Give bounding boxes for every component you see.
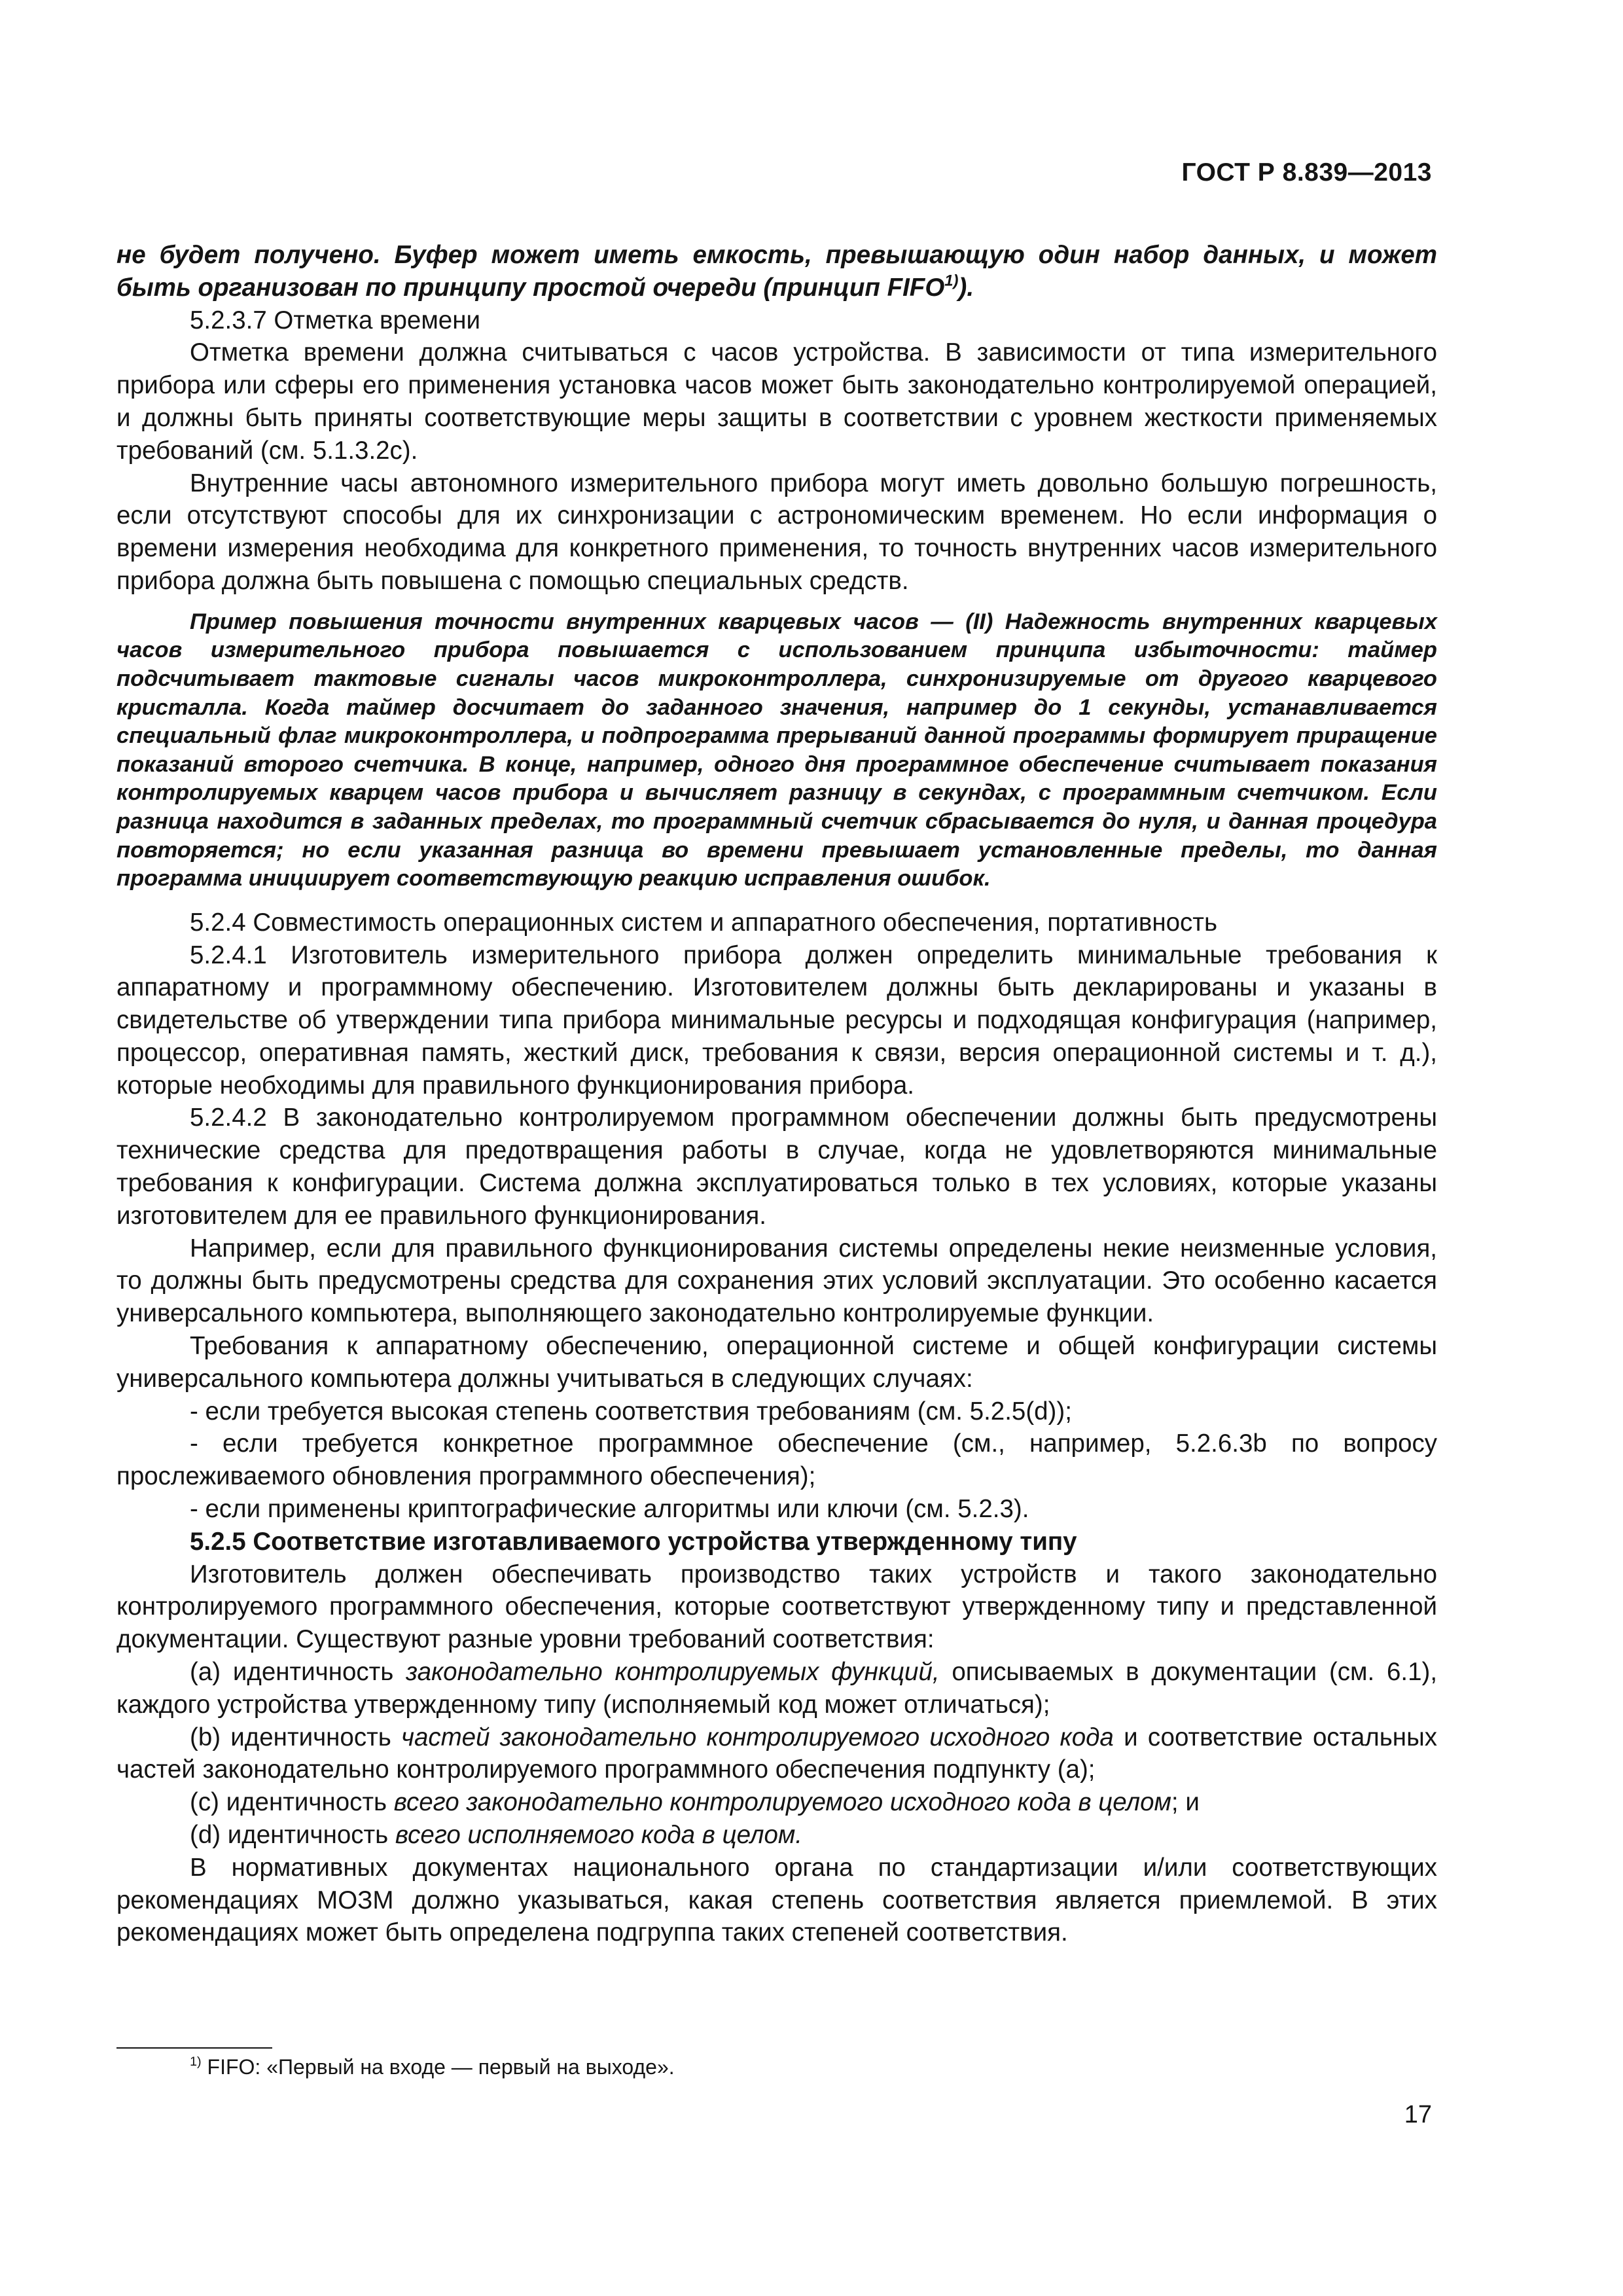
item-a-pre: (а) идентичность [190,1658,406,1687]
footnote-text: FIFO: «Первый на входе — первый на выходе». [201,2055,675,2079]
footnote [190,2053,675,2081]
item-d-italic: всего исполняемого кода в целом. [395,1821,802,1850]
section-524-heading: 5.2.4 Совместимость операционных систем и аппаратного обеспечения, портативность [190,908,1218,937]
section-525-para-1: Изготовитель должен обеспечивать производство таких устройств и такого законодательно контролируемого программного обеспечения, которые соответствуют утвержденному типу и представленной документации. Существуют разные уровни требований соответствия: [116,1560,1437,1654]
item-a-post: описываемых в документации (см. 6.1), каждого устройства утвержденному типу (исполняемый код может отличаться); [116,1658,1438,1719]
footnote-mark: 1) [190,2054,202,2070]
list-item: - если требуется высокая степень соответствия требованиям (см. 5.2.5(d)); [190,1397,1072,1426]
section-5237-heading: 5.2.3.7 Отметка времени [190,306,480,334]
item-c [116,1786,1437,1819]
item-b-pre: (b) идентичность [190,1723,402,1751]
list-item: - если применены криптографические алгоритмы или ключи (см. 5.2.3). [190,1495,1029,1524]
section-5237-para-2: Внутренние часы автономного измерительного прибора могут иметь довольно большую погрешность, если отсутствуют способы для их синхронизации с астрономическим временем. Но если информация о времени измерения необходима для конкретного применения, то точность внутренних часов измерительного прибора должна быть повышена с помощью специальных средств. [116,469,1437,595]
section-525-heading: 5.2.5 Соответствие изготавливаемого устройства утвержденному типу [190,1527,1077,1556]
section-525-para-2: В нормативных документах национального органа по стандартизации и/или соответствующих рекомендациях МОЗМ должно указываться, какая степень соответствия является приемлемой. В этих рекомендациях может быть определена подгруппа таких степеней соответствия. [116,1853,1437,1947]
section-524-para-3: Например, если для правильного функционирования системы определены некие неизменные условия, то должны быть предусмотрены средства для сохранения этих условий эксплуатации. Это особенно касается универсального компьютера, выполняющего законодательно контролируемые функции. [116,1234,1437,1328]
item-d-pre: (d) идентичность [190,1821,395,1850]
item-a-italic: законодательно контролируемых функций, [406,1658,940,1687]
item-b-post: и соответствие остальных частей законодательно контролируемого программного обеспечения подпункту (а); [116,1723,1437,1784]
intro-paragraph [116,239,1437,304]
footnote-divider [116,2047,272,2049]
section-5242-para: 5.2.4.2 В законодательно контролируемом программном обеспечении должны быть предусмотрены технические средства для предотвращения работы в случае, когда не удовлетворяются минимальные требования к конфигурации. Система должна эксплуатироваться только в тех условиях, которые указаны изготовителем для ее правильного функционирования. [116,1103,1437,1230]
footnote-ref: 1) [944,272,959,290]
example-block: Пример повышения точности внутренних кварцевых часов — (II) Надежность внутренних кварцевых часов измерительного прибора повышается с использованием принципа избыточности: таймер подсчитывает тактовые сигналы часов микроконтроллера, синхронизируемые от другого кварцевого кристалла. Когда таймер досчитает до заданного значения, например до 1 секунды, устанавливается специальный флаг микроконтроллера, и подпрограмма прерываний данной программы формирует приращение показаний второго счетчика. В конце, например, одного дня программное обеспечение считывает показания контролируемых кварцем часов прибора и вычисляет разницу в секундах, с программным счетчиком. Если разница находится в заданных пределах, то программный счетчик сбрасывается до нуля, и данная процедура повторяется; но если указанная разница во времени превышает установленные пределы, то данная программа инициирует соответствующую реакцию исправления ошибок. [116,609,1437,891]
item-a [116,1656,1437,1721]
intro-tail: ). [958,273,974,302]
item-b [116,1721,1437,1787]
intro-text: не будет получено. Буфер может иметь емкость, превышающую один набор данных, и может быть организован по принципу простой очереди (принцип FIFO [116,241,1437,302]
item-c-post: ; и [1171,1788,1200,1817]
item-c-pre: (с) идентичность [190,1788,394,1817]
list-item: - если требуется конкретное программное обеспечение (см., например, 5.2.6.3b по вопросу прослеживаемого обновления программного обеспечения); [116,1429,1437,1491]
section-5241-para: 5.2.4.1 Изготовитель измерительного прибора должен определить минимальные требования к аппаратному и программному обеспечению. Изготовителем должны быть декларированы и указаны в свидетельстве об утверждении типа прибора минимальные ресурсы и подходящая конфигурация (например, процессор, оперативная память, жесткий диск, требования к связи, версия операционной системы и т. д.), которые необходимы для правильного функционирования прибора. [116,941,1437,1100]
section-5237-para-1: Отметка времени должна считываться с часов устройства. В зависимости от типа измерительного прибора или сферы его применения установка часов может быть законодательно контролируемой операцией, и должны быть приняты соответствующие меры защиты в соответствии с уровнем жесткости применяемых требований (см. 5.1.3.2с). [116,338,1437,465]
page-number: 17 [1404,2101,1432,2128]
item-c-italic: всего законодательно контролируемого исходного кода в целом [393,1788,1171,1817]
document-id-header: ГОСТ Р 8.839—2013 [1181,158,1432,187]
item-d [116,1819,1437,1852]
section-524-para-4: Требования к аппаратному обеспечению, операционной системе и общей конфигурации системы универсального компьютера должны учитываться в следующих случаях: [116,1332,1437,1393]
item-b-italic: частей законодательно контролируемого исходного кода [401,1723,1114,1751]
page-body [116,239,1437,1949]
